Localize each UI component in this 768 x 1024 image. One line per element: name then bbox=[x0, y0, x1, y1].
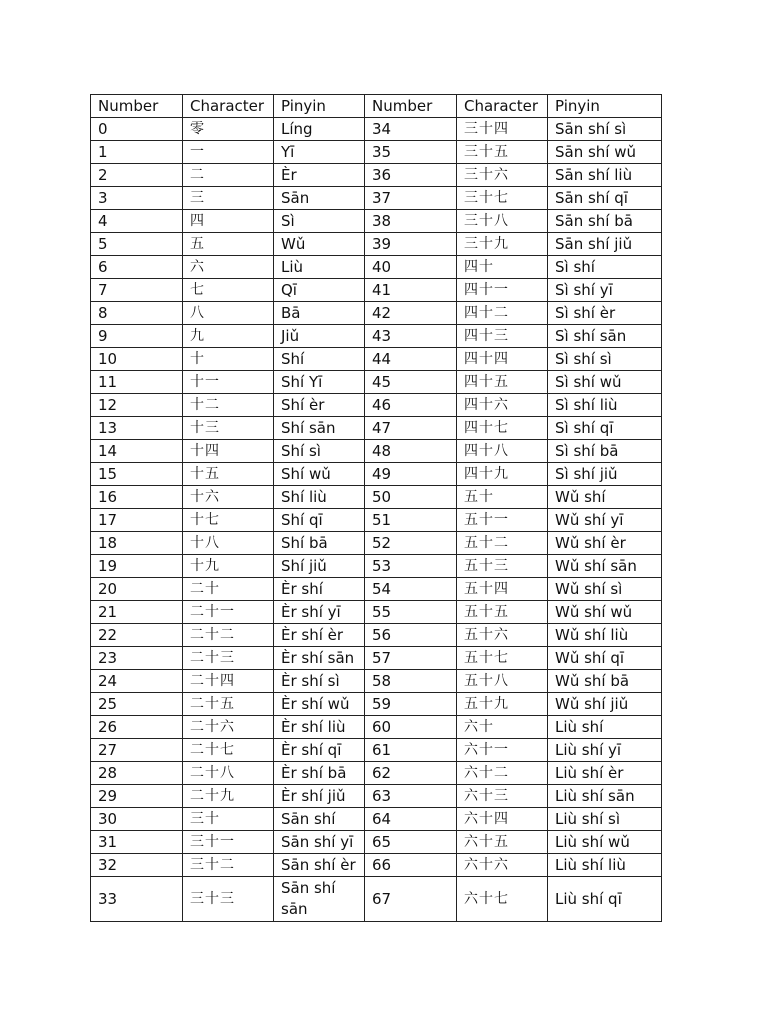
table-row bbox=[91, 486, 662, 509]
character-cell: 六十一 bbox=[457, 739, 548, 762]
table-row bbox=[91, 716, 662, 739]
character-cell: 十二 bbox=[183, 394, 274, 417]
pinyin-cell: Sì shí èr bbox=[548, 302, 662, 325]
pinyin-cell: Sān shí yī bbox=[274, 831, 365, 854]
number-cell: 32 bbox=[91, 854, 183, 877]
character-cell: 二十四 bbox=[183, 670, 274, 693]
number-cell: 36 bbox=[365, 164, 457, 187]
character-cell: 三 bbox=[183, 187, 274, 210]
header-character: Character bbox=[183, 95, 274, 118]
character-cell: 二十三 bbox=[183, 647, 274, 670]
number-cell: 31 bbox=[91, 831, 183, 854]
number-cell: 15 bbox=[91, 463, 183, 486]
character-cell: 四十 bbox=[457, 256, 548, 279]
pinyin-cell: Èr shí liù bbox=[274, 716, 365, 739]
table-row bbox=[91, 624, 662, 647]
character-cell: 二十八 bbox=[183, 762, 274, 785]
pinyin-cell: Èr bbox=[274, 164, 365, 187]
number-cell: 7 bbox=[91, 279, 183, 302]
character-cell: 十一 bbox=[183, 371, 274, 394]
table-row bbox=[91, 509, 662, 532]
table-row bbox=[91, 808, 662, 831]
number-cell: 18 bbox=[91, 532, 183, 555]
character-cell: 十九 bbox=[183, 555, 274, 578]
character-cell: 四十一 bbox=[457, 279, 548, 302]
number-cell: 66 bbox=[365, 854, 457, 877]
pinyin-cell: Wǔ bbox=[274, 233, 365, 256]
pinyin-cell: Liù shí bbox=[548, 716, 662, 739]
character-cell: 五十一 bbox=[457, 509, 548, 532]
character-cell: 三十七 bbox=[457, 187, 548, 210]
character-cell: 三十三 bbox=[183, 877, 274, 922]
character-cell: 三十九 bbox=[457, 233, 548, 256]
character-cell: 五十八 bbox=[457, 670, 548, 693]
pinyin-cell: Èr shí wǔ bbox=[274, 693, 365, 716]
character-cell: 六十五 bbox=[457, 831, 548, 854]
number-cell: 11 bbox=[91, 371, 183, 394]
character-cell: 十八 bbox=[183, 532, 274, 555]
table-row bbox=[91, 210, 662, 233]
pinyin-cell: Sān bbox=[274, 187, 365, 210]
number-cell: 39 bbox=[365, 233, 457, 256]
pinyin-cell: Shí sān bbox=[274, 417, 365, 440]
character-cell: 五十七 bbox=[457, 647, 548, 670]
header-row bbox=[91, 95, 662, 118]
pinyin-cell: Èr shí bā bbox=[274, 762, 365, 785]
pinyin-cell: Wǔ shí èr bbox=[548, 532, 662, 555]
table-header bbox=[91, 95, 662, 118]
number-cell: 23 bbox=[91, 647, 183, 670]
table-row bbox=[91, 394, 662, 417]
character-cell: 三十四 bbox=[457, 118, 548, 141]
number-cell: 20 bbox=[91, 578, 183, 601]
table-row bbox=[91, 877, 662, 922]
number-cell: 25 bbox=[91, 693, 183, 716]
character-cell: 三十一 bbox=[183, 831, 274, 854]
number-cell: 48 bbox=[365, 440, 457, 463]
character-cell: 二十 bbox=[183, 578, 274, 601]
pinyin-cell: Shí bbox=[274, 348, 365, 371]
number-cell: 12 bbox=[91, 394, 183, 417]
table-row bbox=[91, 854, 662, 877]
character-cell: 六十六 bbox=[457, 854, 548, 877]
character-cell: 四十四 bbox=[457, 348, 548, 371]
pinyin-cell: Wǔ shí bbox=[548, 486, 662, 509]
character-cell: 四十七 bbox=[457, 417, 548, 440]
pinyin-cell: Liù shí wǔ bbox=[548, 831, 662, 854]
pinyin-cell: Sān shí jiǔ bbox=[548, 233, 662, 256]
character-cell: 九 bbox=[183, 325, 274, 348]
character-cell: 十 bbox=[183, 348, 274, 371]
pinyin-cell: Sān shí qī bbox=[548, 187, 662, 210]
character-cell: 十五 bbox=[183, 463, 274, 486]
pinyin-cell: Sì shí yī bbox=[548, 279, 662, 302]
number-cell: 35 bbox=[365, 141, 457, 164]
character-cell: 六十三 bbox=[457, 785, 548, 808]
number-cell: 10 bbox=[91, 348, 183, 371]
character-cell: 四十六 bbox=[457, 394, 548, 417]
pinyin-cell: Shí Yī bbox=[274, 371, 365, 394]
pinyin-cell: Shí liù bbox=[274, 486, 365, 509]
table-row bbox=[91, 647, 662, 670]
pinyin-cell: Sān shí liù bbox=[548, 164, 662, 187]
number-cell: 42 bbox=[365, 302, 457, 325]
pinyin-cell: Wǔ shí yī bbox=[548, 509, 662, 532]
number-cell: 55 bbox=[365, 601, 457, 624]
character-cell: 二十五 bbox=[183, 693, 274, 716]
number-cell: 40 bbox=[365, 256, 457, 279]
number-cell: 59 bbox=[365, 693, 457, 716]
character-cell: 二十六 bbox=[183, 716, 274, 739]
table-row bbox=[91, 601, 662, 624]
number-cell: 16 bbox=[91, 486, 183, 509]
character-cell: 四十二 bbox=[457, 302, 548, 325]
table-row bbox=[91, 325, 662, 348]
pinyin-cell: Shí jiǔ bbox=[274, 555, 365, 578]
table-row bbox=[91, 233, 662, 256]
pinyin-cell: Wǔ shí liù bbox=[548, 624, 662, 647]
table-row bbox=[91, 348, 662, 371]
number-cell: 41 bbox=[365, 279, 457, 302]
character-cell: 二 bbox=[183, 164, 274, 187]
number-cell: 45 bbox=[365, 371, 457, 394]
character-cell: 五十六 bbox=[457, 624, 548, 647]
pinyin-cell: Wǔ shí bā bbox=[548, 670, 662, 693]
number-cell: 43 bbox=[365, 325, 457, 348]
table-row bbox=[91, 302, 662, 325]
character-cell: 五十四 bbox=[457, 578, 548, 601]
character-cell: 四十九 bbox=[457, 463, 548, 486]
table-row bbox=[91, 739, 662, 762]
pinyin-cell: Wǔ shí jiǔ bbox=[548, 693, 662, 716]
pinyin-cell: Qī bbox=[274, 279, 365, 302]
number-cell: 8 bbox=[91, 302, 183, 325]
character-cell: 五十三 bbox=[457, 555, 548, 578]
table-row bbox=[91, 417, 662, 440]
number-cell: 52 bbox=[365, 532, 457, 555]
pinyin-cell: Èr shí yī bbox=[274, 601, 365, 624]
pinyin-cell: Èr shí jiǔ bbox=[274, 785, 365, 808]
number-cell: 5 bbox=[91, 233, 183, 256]
number-cell: 27 bbox=[91, 739, 183, 762]
number-cell: 9 bbox=[91, 325, 183, 348]
number-cell: 37 bbox=[365, 187, 457, 210]
number-cell: 30 bbox=[91, 808, 183, 831]
table-row bbox=[91, 532, 662, 555]
pinyin-cell: Èr shí sān bbox=[274, 647, 365, 670]
table-row bbox=[91, 164, 662, 187]
table-row bbox=[91, 256, 662, 279]
character-cell: 三十八 bbox=[457, 210, 548, 233]
pinyin-cell: Liù shí liù bbox=[548, 854, 662, 877]
number-cell: 34 bbox=[365, 118, 457, 141]
pinyin-cell: Jiǔ bbox=[274, 325, 365, 348]
pinyin-cell: Èr shí sì bbox=[274, 670, 365, 693]
character-cell: 十三 bbox=[183, 417, 274, 440]
pinyin-cell: Sān shí wǔ bbox=[548, 141, 662, 164]
header-pinyin-2: Pinyin bbox=[548, 95, 662, 118]
pinyin-cell: Shí bā bbox=[274, 532, 365, 555]
number-cell: 22 bbox=[91, 624, 183, 647]
table-row bbox=[91, 762, 662, 785]
number-cell: 47 bbox=[365, 417, 457, 440]
pinyin-cell: Èr shí èr bbox=[274, 624, 365, 647]
header-pinyin: Pinyin bbox=[274, 95, 365, 118]
pinyin-cell: Sì shí liù bbox=[548, 394, 662, 417]
number-cell: 24 bbox=[91, 670, 183, 693]
table-row bbox=[91, 463, 662, 486]
number-cell: 19 bbox=[91, 555, 183, 578]
number-cell: 14 bbox=[91, 440, 183, 463]
pinyin-cell: Sì shí bbox=[548, 256, 662, 279]
table-body bbox=[91, 118, 662, 922]
character-cell: 五十九 bbox=[457, 693, 548, 716]
pinyin-cell: Liù shí èr bbox=[548, 762, 662, 785]
character-cell: 三十二 bbox=[183, 854, 274, 877]
character-cell: 七 bbox=[183, 279, 274, 302]
character-cell: 三十六 bbox=[457, 164, 548, 187]
character-cell: 四十八 bbox=[457, 440, 548, 463]
number-cell: 61 bbox=[365, 739, 457, 762]
pinyin-cell: Liù bbox=[274, 256, 365, 279]
pinyin-cell: Bā bbox=[274, 302, 365, 325]
number-cell: 26 bbox=[91, 716, 183, 739]
pinyin-cell: Liù shí yī bbox=[548, 739, 662, 762]
number-cell: 49 bbox=[365, 463, 457, 486]
character-cell: 五十五 bbox=[457, 601, 548, 624]
character-cell: 六十七 bbox=[457, 877, 548, 922]
character-cell: 十六 bbox=[183, 486, 274, 509]
pinyin-cell: Èr shí qī bbox=[274, 739, 365, 762]
table-row bbox=[91, 440, 662, 463]
number-cell: 63 bbox=[365, 785, 457, 808]
character-cell: 四 bbox=[183, 210, 274, 233]
pinyin-cell: Èr shí bbox=[274, 578, 365, 601]
table-row bbox=[91, 279, 662, 302]
table-row bbox=[91, 693, 662, 716]
table-row bbox=[91, 141, 662, 164]
pinyin-cell: Shí sì bbox=[274, 440, 365, 463]
pinyin-cell: Sì shí jiǔ bbox=[548, 463, 662, 486]
character-cell: 六 bbox=[183, 256, 274, 279]
table-row bbox=[91, 371, 662, 394]
number-cell: 33 bbox=[91, 877, 183, 922]
pinyin-cell: Sān shí sān bbox=[274, 877, 365, 922]
pinyin-cell: Wǔ shí qī bbox=[548, 647, 662, 670]
number-cell: 0 bbox=[91, 118, 183, 141]
pinyin-cell: Shí èr bbox=[274, 394, 365, 417]
pinyin-cell: Shí wǔ bbox=[274, 463, 365, 486]
character-cell: 二十二 bbox=[183, 624, 274, 647]
number-cell: 67 bbox=[365, 877, 457, 922]
character-cell: 三十五 bbox=[457, 141, 548, 164]
table-row bbox=[91, 118, 662, 141]
number-cell: 50 bbox=[365, 486, 457, 509]
number-cell: 58 bbox=[365, 670, 457, 693]
character-cell: 五十二 bbox=[457, 532, 548, 555]
pinyin-cell: Liù shí sì bbox=[548, 808, 662, 831]
character-cell: 二十一 bbox=[183, 601, 274, 624]
pinyin-cell: Wǔ shí wǔ bbox=[548, 601, 662, 624]
number-cell: 2 bbox=[91, 164, 183, 187]
number-table bbox=[90, 94, 662, 922]
number-cell: 65 bbox=[365, 831, 457, 854]
number-cell: 21 bbox=[91, 601, 183, 624]
pinyin-cell: Shí qī bbox=[274, 509, 365, 532]
character-cell: 四十三 bbox=[457, 325, 548, 348]
pinyin-cell: Sì shí wǔ bbox=[548, 371, 662, 394]
number-cell: 64 bbox=[365, 808, 457, 831]
pinyin-cell: Wǔ shí sān bbox=[548, 555, 662, 578]
character-cell: 零 bbox=[183, 118, 274, 141]
number-cell: 17 bbox=[91, 509, 183, 532]
pinyin-cell: Sì shí sān bbox=[548, 325, 662, 348]
character-cell: 八 bbox=[183, 302, 274, 325]
pinyin-cell: Sān shí sì bbox=[548, 118, 662, 141]
number-cell: 38 bbox=[365, 210, 457, 233]
number-cell: 53 bbox=[365, 555, 457, 578]
header-number: Number bbox=[91, 95, 183, 118]
pinyin-cell: Sì shí bā bbox=[548, 440, 662, 463]
pinyin-cell: Sān shí bbox=[274, 808, 365, 831]
character-cell: 十七 bbox=[183, 509, 274, 532]
pinyin-cell: Sì shí sì bbox=[548, 348, 662, 371]
number-cell: 62 bbox=[365, 762, 457, 785]
character-cell: 五十 bbox=[457, 486, 548, 509]
pinyin-cell: Yī bbox=[274, 141, 365, 164]
character-cell: 四十五 bbox=[457, 371, 548, 394]
number-cell: 4 bbox=[91, 210, 183, 233]
pinyin-cell: Sān shí èr bbox=[274, 854, 365, 877]
table-row bbox=[91, 578, 662, 601]
table-row bbox=[91, 555, 662, 578]
pinyin-cell: Wǔ shí sì bbox=[548, 578, 662, 601]
number-cell: 57 bbox=[365, 647, 457, 670]
character-cell: 三十 bbox=[183, 808, 274, 831]
number-cell: 44 bbox=[365, 348, 457, 371]
character-cell: 一 bbox=[183, 141, 274, 164]
character-cell: 六十二 bbox=[457, 762, 548, 785]
pinyin-cell: Sì shí qī bbox=[548, 417, 662, 440]
table-row bbox=[91, 187, 662, 210]
character-cell: 二十七 bbox=[183, 739, 274, 762]
number-cell: 3 bbox=[91, 187, 183, 210]
character-cell: 六十 bbox=[457, 716, 548, 739]
number-cell: 28 bbox=[91, 762, 183, 785]
pinyin-cell: Liù shí qī bbox=[548, 877, 662, 922]
number-cell: 6 bbox=[91, 256, 183, 279]
pinyin-cell: Sì bbox=[274, 210, 365, 233]
number-cell: 13 bbox=[91, 417, 183, 440]
number-cell: 56 bbox=[365, 624, 457, 647]
pinyin-cell: Liù shí sān bbox=[548, 785, 662, 808]
number-cell: 46 bbox=[365, 394, 457, 417]
character-cell: 五 bbox=[183, 233, 274, 256]
character-cell: 六十四 bbox=[457, 808, 548, 831]
pinyin-cell: Sān shí bā bbox=[548, 210, 662, 233]
number-cell: 54 bbox=[365, 578, 457, 601]
header-character-2: Character bbox=[457, 95, 548, 118]
character-cell: 二十九 bbox=[183, 785, 274, 808]
table-row bbox=[91, 785, 662, 808]
pinyin-cell: Líng bbox=[274, 118, 365, 141]
number-cell: 1 bbox=[91, 141, 183, 164]
header-number-2: Number bbox=[365, 95, 457, 118]
number-cell: 60 bbox=[365, 716, 457, 739]
table-row bbox=[91, 670, 662, 693]
number-cell: 29 bbox=[91, 785, 183, 808]
number-cell: 51 bbox=[365, 509, 457, 532]
character-cell: 十四 bbox=[183, 440, 274, 463]
table-row bbox=[91, 831, 662, 854]
